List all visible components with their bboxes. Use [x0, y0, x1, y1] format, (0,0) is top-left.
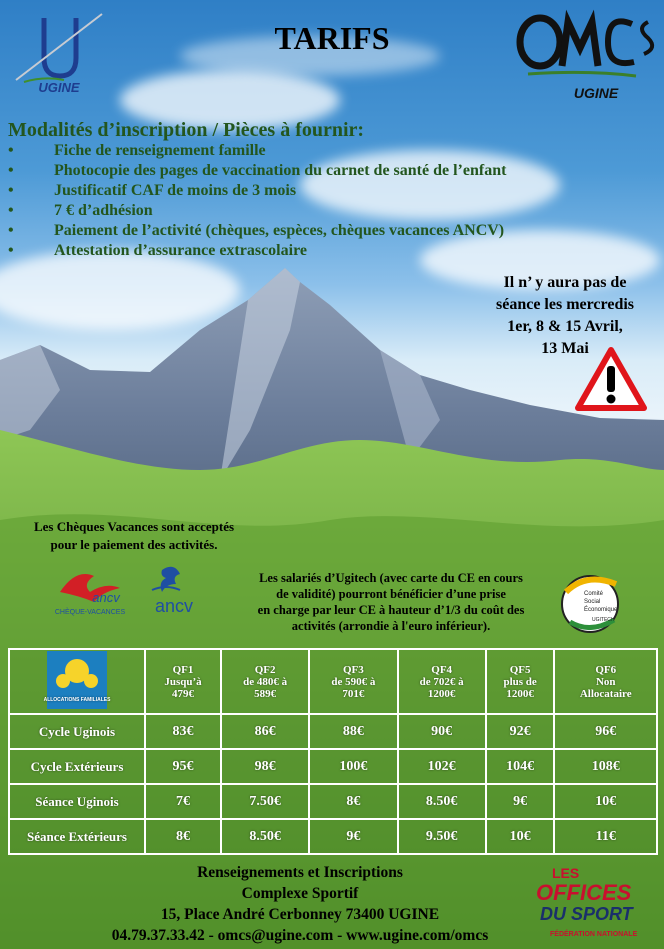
contact-block [0, 862, 600, 946]
row-label: Cycle Uginois [9, 714, 145, 749]
page-title: TARIFS [274, 20, 390, 56]
omcs-logo [516, 8, 660, 104]
omcs-logo-text: UGINE [573, 85, 619, 101]
qf-line: de 702€ à [419, 675, 464, 688]
ugitech-line: activités (arrondie à l'euro inférieur). [291, 619, 491, 633]
price-cell: 96€ [554, 714, 657, 749]
price-cell: 7.50€ [221, 784, 309, 819]
price-cell: 11€ [554, 819, 657, 854]
qf-line: de 480€ à [243, 675, 288, 688]
table-row [9, 714, 657, 749]
price-cell: 83€ [145, 714, 221, 749]
qf-code: QF4 [431, 663, 453, 676]
qf-code: QF5 [509, 663, 531, 676]
row-label: Cycle Extérieurs [9, 749, 145, 784]
table-row [9, 819, 657, 854]
price-cell: 100€ [309, 749, 397, 784]
table-header-row [9, 649, 657, 714]
cheques-line: pour le paiement des activités. [50, 537, 218, 552]
qf-code: QF6 [595, 663, 617, 676]
cse-line: Économique [584, 607, 618, 613]
phone-number[interactable]: 04.79.37.33.42 [111, 927, 205, 944]
separator: - [337, 927, 343, 944]
contact-line: Renseignements et Inscriptions [197, 864, 403, 881]
price-cell: 10€ [486, 819, 555, 854]
ancv-logo-text: ancv [154, 596, 194, 616]
price-cell: 95€ [145, 749, 221, 784]
qf-code: QF2 [254, 663, 276, 676]
offices-line: OFFICES [536, 880, 632, 905]
qf-line: plus de [503, 675, 537, 688]
price-cell: 86€ [221, 714, 309, 749]
qf-line: Non [595, 675, 616, 688]
ugine-logo-text: UGINE [38, 80, 80, 95]
qf-line: 479€ [171, 687, 194, 700]
qf-code: QF3 [342, 663, 364, 676]
qf-line: de 590€ à [331, 675, 376, 688]
price-cell: 8€ [309, 784, 397, 819]
cheque-vacances-logo [54, 562, 126, 618]
cse-line: Social [584, 599, 601, 605]
table-header-cell [221, 649, 309, 714]
list-item: • Attestation d’assurance extrascolaire [8, 242, 506, 262]
qf-line: 701€ [342, 687, 365, 700]
caf-logo [43, 651, 111, 709]
contact-address: 15, Place André Cerbonney 73400 UGINE [160, 906, 440, 923]
tarif-table [8, 648, 658, 855]
price-cell: 8.50€ [398, 784, 486, 819]
price-cell: 92€ [486, 714, 555, 749]
offices-line: DU SPORT [540, 904, 633, 924]
separator: - [208, 927, 214, 944]
email-link[interactable]: omcs@ugine.com [217, 927, 334, 944]
website-link[interactable]: www.ugine.com/omcs [346, 927, 489, 944]
price-cell: 108€ [554, 749, 657, 784]
price-cell: 9€ [486, 784, 555, 819]
list-item: • Photocopie des pages de vaccination du carnet de santé de l’enfant [8, 162, 506, 182]
row-label: Séance Uginois [9, 784, 145, 819]
cheques-line: Les Chèques Vacances sont acceptés [33, 519, 235, 534]
list-item: • Paiement de l’activité (chèques, espèces, chèques vacances ANCV) [8, 222, 506, 242]
caf-logo-text: ALLOCATIONS FAMILIALES [43, 697, 111, 703]
modalites-heading: Modalités d’inscription / Pièces à fournir: [8, 119, 365, 141]
price-cell: 88€ [309, 714, 397, 749]
ancv-text: ancv [92, 590, 120, 605]
notice-line: 13 Mai [541, 340, 589, 357]
contact-line: Complexe Sportif [241, 885, 359, 902]
notice-line: séance les mercredis [495, 296, 635, 313]
cheque-vacances-text: CHÈQUE-VACANCES [54, 609, 126, 616]
qf-line: 1200€ [506, 687, 534, 700]
price-cell: 9.50€ [398, 819, 486, 854]
cse-line: UGITECH [592, 617, 615, 623]
notice-line: Il n’ y aura pas de [503, 274, 627, 291]
cse-ugitech-logo [556, 570, 630, 636]
caf-cell [9, 649, 145, 714]
price-cell: 7€ [145, 784, 221, 819]
list-item: • 7 € d’adhésion [8, 202, 506, 222]
offices-line: FÉDÉRATION NATIONALE [550, 931, 638, 938]
price-cell: 102€ [398, 749, 486, 784]
price-cell: 10€ [554, 784, 657, 819]
price-cell: 98€ [221, 749, 309, 784]
warning-icon [575, 346, 647, 412]
table-row [9, 749, 657, 784]
ugitech-line: en charge par leur CE à hauteur d’1/3 du coût des [257, 603, 525, 617]
contact-details [0, 925, 600, 946]
list-item: • Fiche de renseignement famille [8, 142, 506, 162]
notice-line: 1er, 8 & 15 Avril, [507, 318, 623, 335]
ugitech-text [226, 570, 556, 634]
row-label: Séance Extérieurs [9, 819, 145, 854]
cse-line: Comité [584, 591, 604, 597]
qf-line: 1200€ [427, 687, 456, 700]
table-header-cell [145, 649, 221, 714]
price-cell: 8.50€ [221, 819, 309, 854]
modalites-list [8, 142, 506, 262]
price-cell: 9€ [309, 819, 397, 854]
ugine-logo [14, 10, 104, 96]
offices-du-sport-logo [530, 860, 664, 946]
qf-line: Allocataire [579, 687, 632, 700]
table-header-cell [554, 649, 657, 714]
qf-line: Jusqu’à [164, 675, 202, 688]
qf-line: 589€ [254, 687, 277, 700]
table-header-cell [398, 649, 486, 714]
table-row [9, 784, 657, 819]
table-header-cell [486, 649, 555, 714]
ugitech-line: de validité) pourront bénéficier d’une prise [276, 587, 506, 601]
cheques-vacances-text [0, 518, 268, 554]
offices-line: LES [552, 865, 580, 881]
price-cell: 104€ [486, 749, 555, 784]
qf-code: QF1 [172, 663, 194, 676]
ancv-logo [136, 562, 212, 618]
ugitech-line: Les salariés d’Ugitech (avec carte du CE en cours [259, 571, 523, 585]
price-cell: 8€ [145, 819, 221, 854]
price-cell: 90€ [398, 714, 486, 749]
list-item: • Justificatif CAF de moins de 3 mois [8, 182, 506, 202]
table-header-cell [309, 649, 397, 714]
